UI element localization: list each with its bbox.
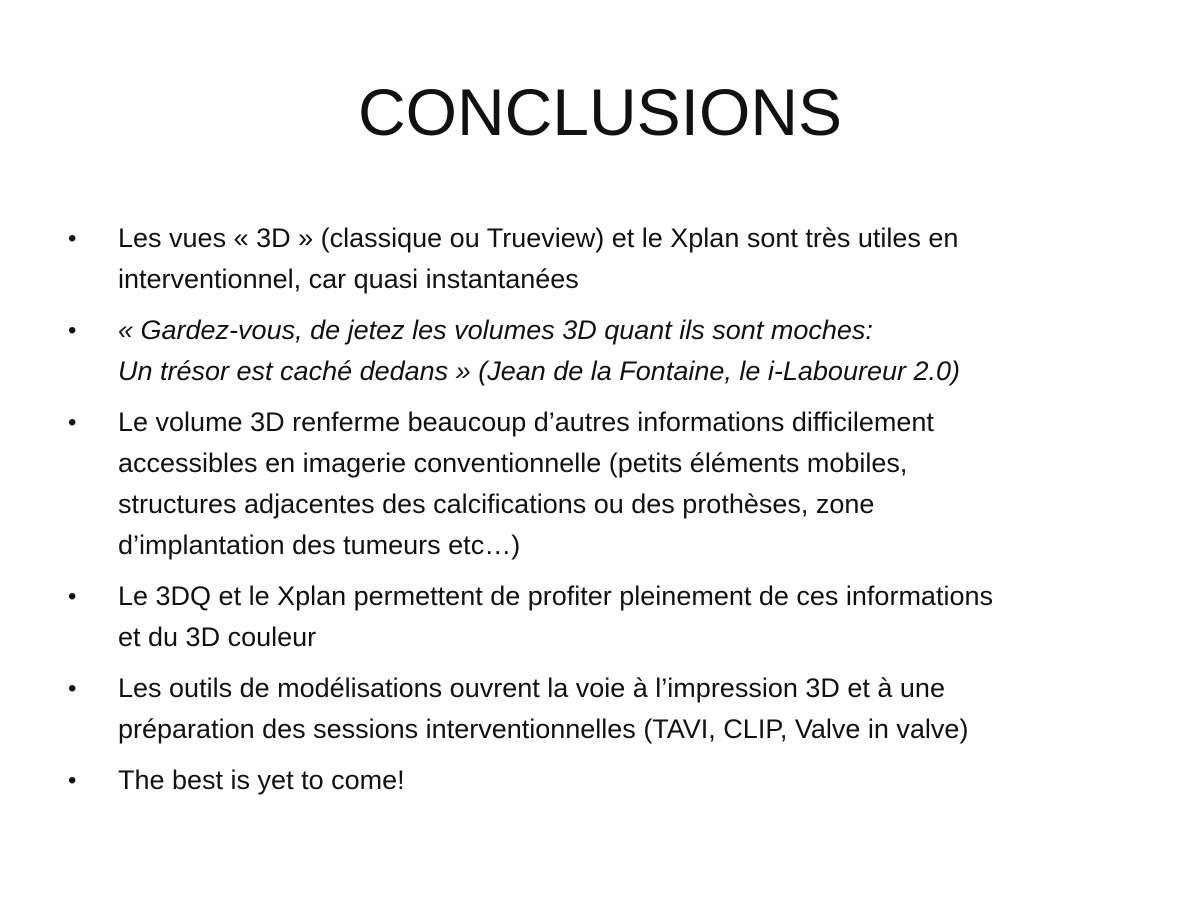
bullet-item-3d-volume [68, 402, 1138, 566]
bullet-line: Le volume 3D renferme beaucoup d’autres informations difficilement [118, 407, 934, 437]
bullet-dot-icon: • [68, 675, 77, 702]
bullet-dot-icon: • [68, 583, 77, 610]
bullet-line: interventionnel, car quasi instantanées [118, 264, 579, 294]
bullet-dot-icon: • [68, 767, 77, 794]
bullet-line: et du 3D couleur [118, 622, 317, 652]
bullet-line: structures adjacentes des calcifications ou des prothèses, zone [118, 489, 875, 519]
bullet-dot-icon: • [68, 409, 77, 436]
bullet-dot-icon: • [68, 225, 77, 252]
bullet-line: d’implantation des tumeurs etc…) [118, 530, 521, 560]
bullet-line: Un trésor est caché dedans » (Jean de la Fontaine, le i-Laboureur 2.0) [118, 356, 960, 386]
bullet-line: Les vues « 3D » (classique ou Trueview) et le Xplan sont très utiles en [118, 223, 959, 253]
bullet-item-quote [68, 310, 1138, 392]
bullet-line: Les outils de modélisations ouvrent la voie à l’impression 3D et à une [118, 673, 945, 703]
slide-title: CONCLUSIONS [357, 75, 843, 149]
bullet-line: The best is yet to come! [118, 765, 405, 795]
bullet-item-3dq-xplan [68, 576, 1138, 658]
bullet-item-modeling-tools [68, 668, 1138, 750]
bullet-item-3d-views [68, 218, 1138, 300]
bullet-item-best-yet [68, 760, 1138, 801]
bullet-line: Le 3DQ et le Xplan permettent de profiter pleinement de ces informations [118, 581, 993, 611]
bullet-list [68, 218, 1138, 811]
bullet-line: accessibles en imagerie conventionnelle (petits éléments mobiles, [118, 448, 908, 478]
bullet-line: préparation des sessions interventionnelles (TAVI, CLIP, Valve in valve) [118, 714, 969, 744]
bullet-line: « Gardez-vous, de jetez les volumes 3D quant ils sont moches: [118, 315, 873, 345]
bullet-dot-icon: • [68, 317, 77, 344]
